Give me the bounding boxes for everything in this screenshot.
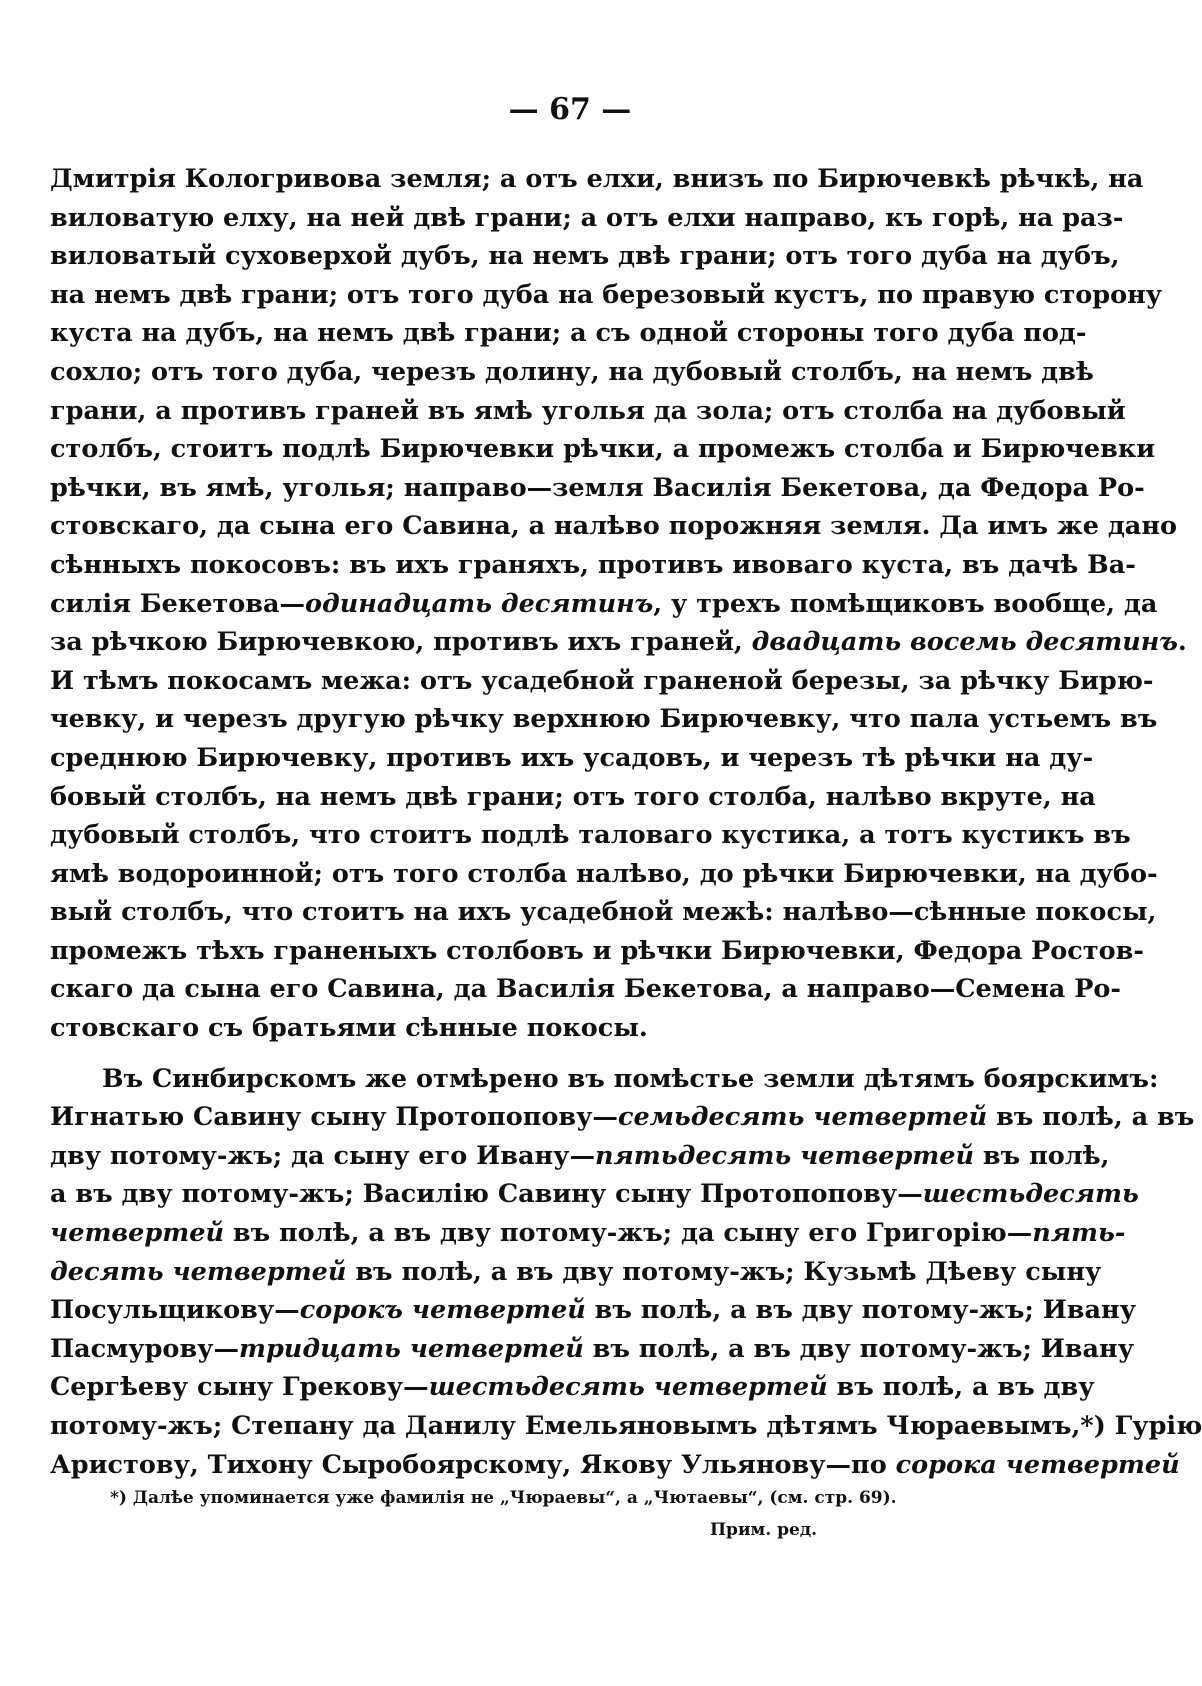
text-line: скаго да сына его Савина, да Василія Бекетова, а направо—Семена Ро- (50, 974, 1121, 1005)
text-line: бовый столбъ, на немъ двѣ грани; отъ того столба, налѣво вкруте, на (50, 781, 1096, 812)
emphasis: одинадцать десятинъ (305, 588, 654, 619)
text-line: стовскаго, да сына его Савина, а налѣво порожняя земля. Да имъ же дано (50, 511, 1178, 542)
paragraph-gap (50, 1048, 975, 1060)
text-line (50, 623, 1187, 662)
text-span: въ полѣ, а въ (987, 1102, 1195, 1133)
text-span: . (1177, 627, 1187, 658)
text-line (50, 585, 1158, 624)
text-line: дубовый столбъ, что стоитъ подлѣ таловаго кустика, а тотъ кустикъ въ (50, 820, 1131, 851)
text-line: грани, а противъ граней въ ямѣ уголья да зола; отъ столба на дубовый (50, 395, 1126, 426)
text-span: , у трехъ помѣщиковъ вообще, да (653, 588, 1158, 619)
emphasis: сорока четвертей (895, 1449, 1180, 1480)
text-line (50, 1214, 1126, 1253)
footnote: *) Далѣе упоминается уже фамилія не „Чюраевы“, а „Чютаевы“, (см. стр. 69). (110, 1488, 897, 1508)
text-line: на немъ двѣ грани; отъ того дуба на березовый кустъ, по правую сторону (50, 279, 1163, 310)
text-span: въ полѣ, (974, 1140, 1110, 1171)
emphasis: двадцать восемь десятинъ (751, 627, 1178, 658)
text-line: рѣчки, въ ямѣ, уголья; направо—земля Василія Бекетова, да Федора Ро- (50, 472, 1145, 503)
text-line: стовскаго съ братьями сѣнные покосы. (50, 1013, 648, 1044)
emphasis: десять четвертей (50, 1256, 347, 1287)
text-span: а въ дву потому-жъ; Василію Савину сыну Протопопову— (50, 1179, 923, 1210)
text-span: дву потому-жъ; да сыну его Ивану— (50, 1140, 595, 1171)
text-line (50, 1175, 1139, 1214)
text-span: въ полѣ, а въ дву потому-жъ; да сыну его Григорію— (223, 1218, 1033, 1249)
text-line: сѣнныхъ покосовъ: въ ихъ граняхъ, противъ ивоваго куста, въ дачѣ Ва- (50, 549, 1136, 580)
text-line: Дмитрія Кологривова земля; а отъ елхи, внизъ по Бирючевкѣ рѣчкѣ, на (50, 164, 1144, 194)
emphasis: семьдесять четвертей (617, 1102, 988, 1133)
text-span: за рѣчкою Бирючевкою, противъ ихъ граней, (50, 627, 752, 658)
text-line: виловатый суховерхой дубъ, на немъ двѣ грани; отъ того дуба на дубъ, (50, 241, 1120, 272)
text-span: силія Бекетова— (50, 588, 306, 619)
text-line: среднюю Бирючевку, противъ ихъ усадовъ, и черезъ тѣ рѣчки на ду- (50, 742, 1094, 773)
emphasis: шестьдесять (922, 1179, 1139, 1210)
emphasis: тридцать четвертей (238, 1333, 584, 1364)
text-span: Пасмурову— (50, 1333, 239, 1364)
text-line: потому-жъ; Степану да Данилу Емельяновымъ дѣтямъ Чюраевымъ,*) Гурію (50, 1411, 1202, 1441)
text-line: промежъ тѣхъ граненыхъ столбовъ и рѣчки Бирючевки, Федора Ростов- (50, 935, 1144, 966)
text-line (50, 1291, 1137, 1330)
text-span: въ полѣ, а въ дву (827, 1372, 1095, 1403)
emphasis: пять- (1032, 1218, 1126, 1249)
text-line (50, 1137, 1110, 1176)
text-line: столбъ, стоитъ подлѣ Бирючевки рѣчки, а промежъ столба и Бирючевки (50, 434, 1156, 465)
text-line (50, 1330, 1135, 1369)
text-span: въ полѣ, а въ дву потому-жъ; Кузьмѣ Дѣеву сыну (346, 1256, 1102, 1287)
text-line: вый столбъ, что стоитъ на ихъ усадебной межѣ: налѣво—сѣнные покосы, (50, 897, 1157, 928)
footnote-attribution: Прим. ред. (710, 1520, 818, 1540)
text-span: Посульщикову— (50, 1295, 300, 1326)
emphasis: сорокъ четвертей (299, 1295, 586, 1326)
text-line (50, 1098, 1195, 1137)
page-number: — 67 — (508, 92, 632, 127)
text-span: Игнатью Савину сыну Протопопову— (50, 1102, 618, 1133)
emphasis: четвертей (50, 1218, 224, 1249)
text-span: въ полѣ, а въ дву потому-жъ; Ивану (583, 1333, 1135, 1364)
emphasis: шестьдесять четвертей (428, 1372, 828, 1403)
text-line (50, 1446, 1180, 1485)
text-line: ямѣ водороинной; отъ того столба налѣво, до рѣчки Бирючевки, на дубо- (50, 858, 1158, 889)
text-span: въ полѣ, а въ дву потому-жъ; Ивану (585, 1295, 1137, 1326)
text-line: И тѣмъ покосамъ межа: отъ усадебной граненой березы, за рѣчку Бирю- (50, 665, 1154, 696)
emphasis: пятьдесять четвертей (594, 1140, 975, 1171)
text-line: сохло; отъ того дуба, черезъ долину, на дубовый столбъ, на немъ двѣ (50, 356, 1094, 387)
text-line: куста на дубъ, на немъ двѣ грани; а съ одной стороны того дуба под- (50, 318, 1087, 349)
text-line (50, 1368, 1095, 1407)
text-line: чевку, и черезъ другую рѣчку верхнюю Бирючевку, что пала устьемъ въ (50, 704, 1158, 735)
text-line: Въ Синбирскомъ же отмѣрено въ помѣстье земли дѣтямъ боярскимъ: (102, 1063, 1159, 1094)
text-line (50, 1253, 1102, 1292)
body-text (50, 160, 1202, 1484)
text-line: виловатую елху, на ней двѣ грани; а отъ елхи направо, къ горѣ, на раз- (50, 202, 1124, 233)
text-span: Аристову, Тихону Сыробоярскому, Якову Ульянову—по (50, 1449, 896, 1480)
text-span: Сергѣеву сыну Грекову— (50, 1372, 429, 1403)
